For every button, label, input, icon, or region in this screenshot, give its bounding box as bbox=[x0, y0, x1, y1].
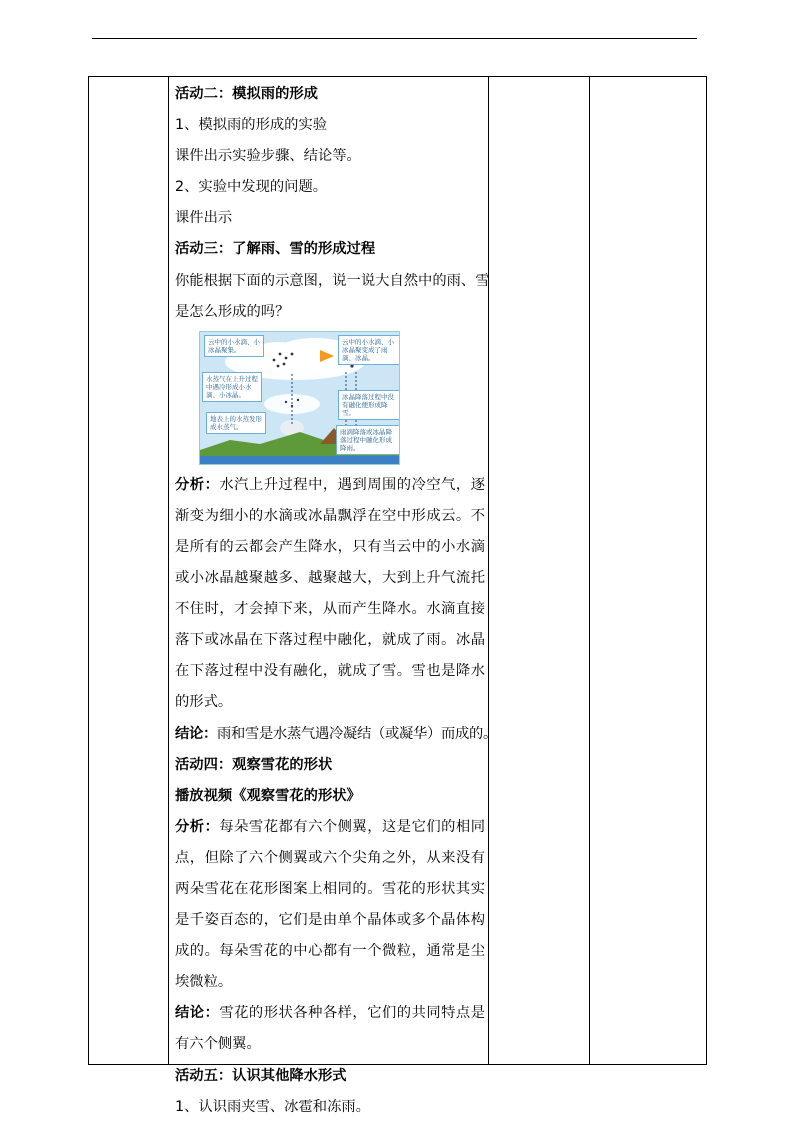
teaching-content bbox=[175, 79, 497, 1123]
activity3-analysis-label: 分析： bbox=[175, 476, 220, 493]
activity3-question-l1: 你能根据下面的示意图，说一说大自然中的雨、雪 bbox=[175, 272, 490, 289]
activity2-line4: 课件出示 bbox=[175, 210, 233, 227]
activity3-title: 活动三：了解雨、雪的形成过程 bbox=[175, 241, 376, 258]
activity4-title: 活动四：观察雪花的形状 bbox=[175, 756, 333, 773]
rain-snow-diagram bbox=[199, 331, 400, 465]
activity4-analysis-label: 分析： bbox=[175, 818, 220, 835]
callout-vapor-rising: 水蒸气在上升过程中遇冷形成小水滴、小冰晶。 bbox=[202, 372, 262, 402]
callout-rainfall: 雨滴降落或冰晶降落过程中融化形成降雨。 bbox=[336, 425, 400, 455]
activity5-title: 活动五：认识其他降水形式 bbox=[175, 1067, 347, 1084]
column-divider-1 bbox=[168, 77, 169, 1064]
callout-cloud-gather: 云中的小水滴、小冰晶聚集。 bbox=[204, 335, 264, 357]
activity4-conclusion-text: 雪花的形状各种各样，它们的共同特点是有六个侧翼。 bbox=[175, 1005, 486, 1053]
activity2-title: 活动二：模拟雨的形成 bbox=[175, 86, 318, 102]
activity2-line2: 课件出示实验步骤、结论等。 bbox=[175, 148, 361, 165]
callout-evaporation: 地表上的水蒸发形成水蒸气。 bbox=[206, 412, 266, 434]
callout-raindrops-formed: 云中的小水滴、小冰晶聚变成了雨滴、冰晶。 bbox=[338, 335, 400, 365]
activity4-video: 播放视频《观察雪花的形状》 bbox=[175, 787, 361, 804]
activity3-analysis bbox=[175, 470, 485, 719]
header-rule bbox=[92, 38, 697, 39]
activity4-conclusion bbox=[175, 998, 485, 1060]
activity3-conclusion-text: 雨和雪是水蒸气遇冷凝结（或凝华）而成的。 bbox=[217, 725, 497, 742]
activity4-analysis-text: 每朵雪花都有六个侧翼，这是它们的相同点，但除了六个侧翼或六个尖角之外，从来没有两朵雪花在花形图案上相同的。雪花的形状其实是千姿百态的，它们是由单个晶体或多个晶体构成的。每朵雪花的中心都有一个微粒，通常是尘埃微粒。 bbox=[175, 818, 486, 991]
column-divider-3 bbox=[589, 77, 590, 1064]
callout-snowfall: 冰晶降落过程中没有融化便形成降雪。 bbox=[338, 390, 400, 420]
column-divider-2 bbox=[488, 77, 489, 1064]
activity4-conclusion-label: 结论： bbox=[175, 1005, 220, 1022]
activity2-line1: 1、模拟雨的形成的实验 bbox=[175, 117, 328, 134]
activity3-question-l2: 是怎么形成的吗？ bbox=[175, 303, 290, 320]
activity3-conclusion bbox=[175, 719, 497, 750]
activity5-line1: 1、认识雨夹雪、冰雹和冻雨。 bbox=[175, 1098, 370, 1115]
activity2-line3: 2、实验中发现的问题。 bbox=[175, 179, 328, 196]
activity4-analysis bbox=[175, 812, 485, 999]
activity3-analysis-text: 水汽上升过程中，遇到周围的冷空气，逐渐变为细小的水滴或冰晶飘浮在空中形成云。不是所有的云都会产生降水，只有当云中的小水滴或小冰晶越聚越多、越聚越大，大到上升气流托不住时，才会掉下来，从而产生降水。水滴直接落下或冰晶在下落过程中融化，就成了雨。冰晶在下落过程中没有融化，就成了雪。雪也是降水的形式。 bbox=[175, 476, 486, 711]
activity3-conclusion-label: 结论： bbox=[175, 725, 217, 742]
